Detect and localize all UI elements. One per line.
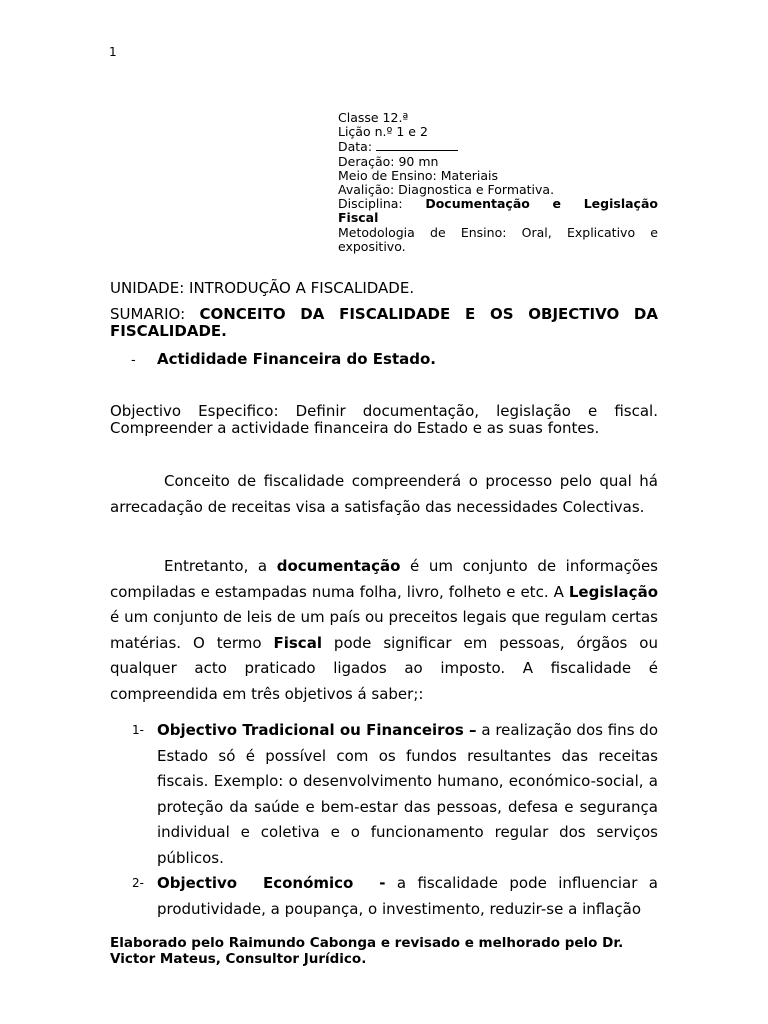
unidade-heading: UNIDADE: INTRODUÇÃO A FISCALIDADE. (110, 279, 415, 297)
list-item-title: Objectivo Económico - (157, 874, 386, 892)
header-avaliacao: Avalição: Diagnostica e Formativa. (338, 182, 555, 198)
list-item-number: 1- (132, 723, 144, 737)
list-item (110, 871, 658, 922)
header-data-label: Data: (338, 139, 377, 155)
bullet-text: Actididade Financeira do Estado. (157, 350, 436, 368)
p2-bold-legislacao: Legislação (568, 582, 658, 601)
header-data (338, 139, 658, 154)
page-number: 1 (109, 45, 117, 59)
sumario-label: SUMARIO: (110, 305, 200, 323)
header-licao: Lição n.º 1 e 2 (338, 124, 428, 140)
list-item (110, 718, 658, 871)
p2-bold-fiscal: Fiscal (273, 633, 322, 652)
sumario (110, 306, 658, 340)
disciplina-value-4: Fiscal (338, 210, 379, 226)
header-classe: Classe 12.ª (338, 110, 409, 125)
list-item-text: a realização dos fins do Estado só é possível com os fundos resultantes das receitas fiscais. Exemplo: o desenvolvimento humano, económico-social, a proteção da saúde e bem-estar das pessoas, defesa e segurança individual e coletiva e o funcionamento regular dos serviços públicos. (157, 721, 658, 867)
bullet-dash: - (131, 353, 136, 368)
disciplina-value-2: e (552, 196, 562, 212)
p2-text-2: é um conjunto de informações compiladas e estampadas numa folha, livro, folheto e etc. A (110, 557, 658, 601)
paragraph-entretanto (110, 554, 658, 707)
header-meio: Meio de Ensino: Materiais (338, 167, 499, 183)
p2-text-1: Entretanto, a (164, 557, 277, 575)
p2-text-4: pode significar em pessoas, órgãos ou qualquer acto praticado ligados ao imposto. A fiscalidade é compreendida em três objetivos á saber;: (110, 633, 658, 703)
p2-bold-documentacao: documentação (276, 557, 401, 575)
list-item-2-body (110, 871, 658, 922)
header-metodologia: Metodologia de Ensino: Oral, Explicativo e expositivo. (338, 224, 658, 254)
disciplina-value-3: Legislação (583, 196, 658, 212)
bullet-item (131, 350, 658, 368)
list-item-1-body (110, 718, 658, 871)
p2-text-3: é um conjunto de leis de um país ou preceitos legais que regulam certas matérias. O termo (110, 608, 658, 652)
footer-credit: Elaborado pelo Raimundo Cabonga e revisado e melhorado pelo Dr. Victor Mateus, Consultor Jurídico. (110, 935, 624, 967)
list-item-text: a fiscalidade pode influenciar a produtividade, a poupança, o investimento, reduzir-se a inflação (157, 874, 659, 918)
disciplina-label: Disciplina: (338, 196, 403, 212)
header-duracao: Deração: 90 mn (338, 153, 439, 169)
disciplina-value-1: Documentação (425, 196, 530, 212)
list-item-number: 2- (132, 876, 144, 890)
objectivo-especifico: Objectivo Especifico: Definir documentação, legislação e fiscal. Compreender a actividade financeira do Estado e as suas fontes. (110, 402, 658, 437)
paragraph-conceito: Conceito de fiscalidade compreenderá o processo pelo qual há arrecadação de receitas visa a satisfação das necessidades Colectivas. (110, 472, 658, 516)
header-disciplina (338, 197, 658, 211)
date-blank-line (376, 139, 458, 151)
sumario-value: CONCEITO DA FISCALIDADE E OS OBJECTIVO DA FISCALIDADE. (110, 305, 658, 340)
list-item-title: Objectivo Tradicional ou Financeiros – (157, 721, 477, 739)
lesson-header (338, 111, 658, 254)
